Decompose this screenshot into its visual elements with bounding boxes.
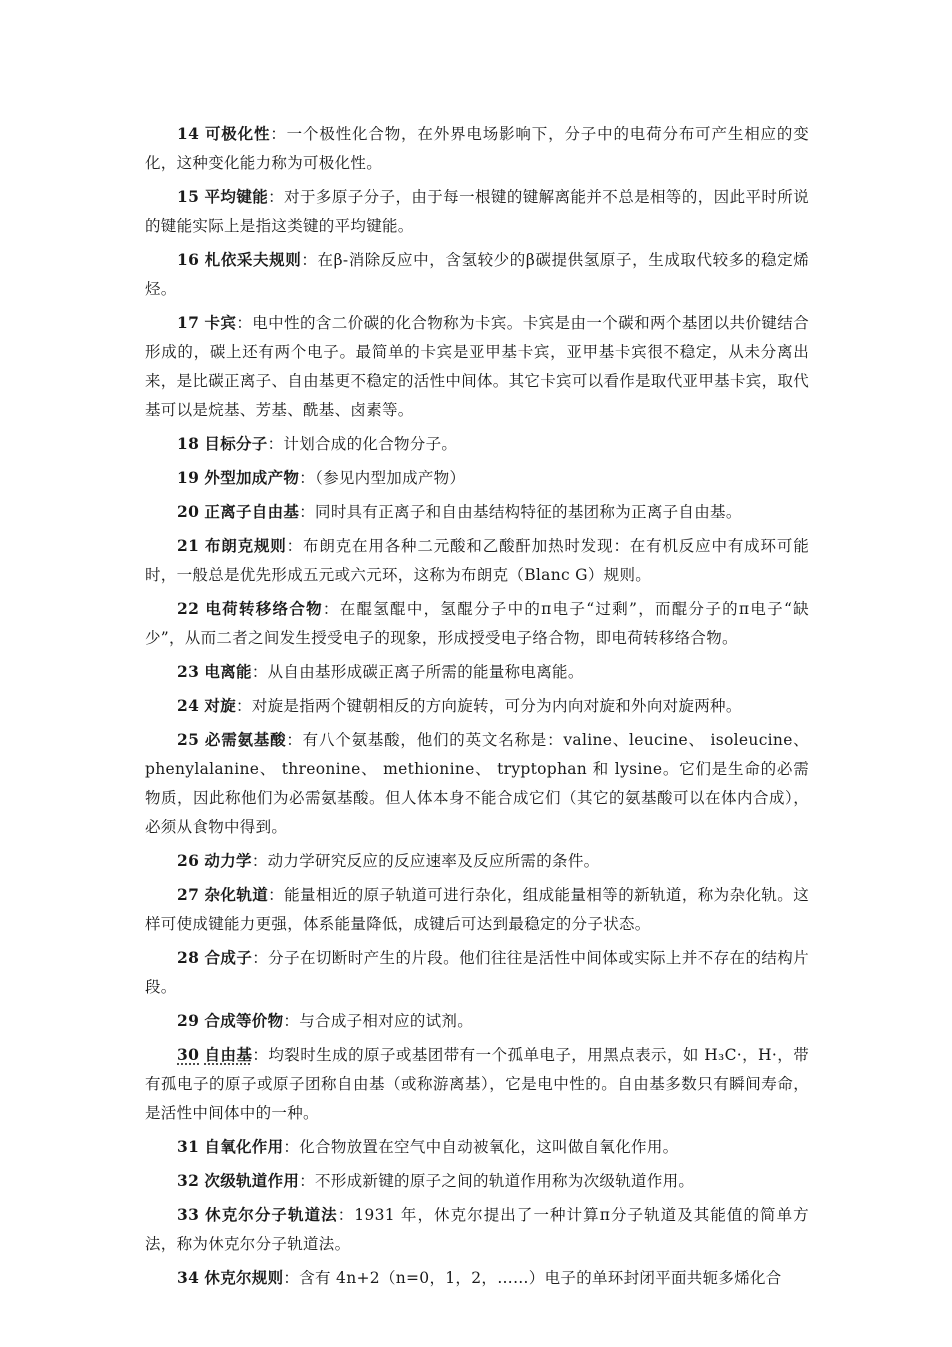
entry-text: ：在β-消除反应中，含氢较少的β碳提供氢原子，生成取代较多的稳定烯烃。 [145,251,809,298]
entry-number: 29 [177,1011,200,1030]
entry-number: 24 [177,696,200,715]
entry-term: 电荷转移络合物 [205,600,323,618]
entry-term: 合成子 [204,949,253,967]
entry-number: 20 [177,502,200,521]
entry-32 [145,1166,809,1196]
entry-term: 可极化性 [204,125,271,143]
entry-term: 必需氨基酸 [204,731,287,749]
entry-term: 次级轨道作用 [204,1172,300,1190]
entry-31 [145,1132,809,1162]
entry-18 [145,429,809,459]
entry-term: 休克尔规则 [204,1269,284,1287]
entry-24 [145,691,809,721]
entry-25 [145,725,809,842]
entry-text: ：（参见内型加成产物） [299,469,466,487]
entry-28 [145,943,809,1002]
entry-term: 电离能 [204,663,252,681]
entry-text: ：化合物放置在空气中自动被氧化，这叫做自氧化作用。 [283,1138,679,1156]
entry-23 [145,657,809,687]
entry-text: ：含有 4n+2（n=0，1，2，……）电子的单环封闭平面共轭多烯化合 [283,1269,782,1287]
entry-text: ：分子在切断时产生的片段。他们往往是活性中间体或实际上并不存在的结构片段。 [145,949,809,996]
entry-term: 动力学 [204,852,252,870]
entry-number: 31 [177,1137,200,1156]
entry-text: ：动力学研究反应的反应速率及反应所需的条件。 [251,852,600,870]
entry-term: 休克尔分子轨道法 [205,1206,338,1224]
entry-number: 34 [177,1268,200,1287]
entry-text: ：在醌氢醌中，氢醌分子中的π电子“过剩”，而醌分子的π电子“缺少”，从而二者之间发生授受电子的现象，形成授受电子络合物，即电荷转移络合物。 [145,600,809,647]
entry-number: 32 [177,1171,200,1190]
entry-text: ：同时具有正离子和自由基结构特征的基团称为正离子自由基。 [299,503,742,521]
entry-number: 21 [177,536,200,555]
entry-term: 外型加成产物 [204,469,300,487]
entry-number: 17 [177,313,200,332]
entry-term: 杂化轨道 [204,886,269,904]
entry-term: 札依采夫规则 [204,251,302,269]
entry-term: 卡宾 [204,314,237,332]
entry-30 [145,1040,809,1128]
entry-number: 23 [177,662,200,681]
entry-term: 自由基 [204,1046,253,1064]
entry-29 [145,1006,809,1036]
entry-number: 33 [177,1205,200,1224]
entry-text: ：电中性的含二价碳的化合物称为卡宾。卡宾是由一个碳和两个基团以共价键结合形成的，碳上还有两个电子。最简单的卡宾是亚甲基卡宾，亚甲基卡宾很不稳定，从未分离出来，是比碳正离子、自由基更不稳定的活性中间体。其它卡宾可以看作是取代亚甲基卡宾，取代基可以是烷基、芳基、酰基、卤素等。 [145,314,809,419]
entry-17 [145,308,809,425]
entry-text: ：从自由基形成碳正离子所需的能量称电离能。 [251,663,584,681]
entry-26 [145,846,809,876]
entry-term: 平均键能 [204,188,269,206]
entry-text: ：与合成子相对应的试剂。 [283,1012,474,1030]
entry-text: ：对于多原子分子，由于每一根键的键解离能并不总是相等的，因此平时所说的键能实际上是指这类键的平均键能。 [145,188,810,235]
entry-term: 对旋 [204,697,237,715]
entry-number: 15 [177,187,200,206]
entry-number: 19 [177,468,200,487]
entry-term: 合成等价物 [204,1012,284,1030]
entry-number: 25 [177,730,200,749]
entry-number: 30 [177,1045,200,1064]
entry-term: 自氧化作用 [204,1138,284,1156]
entry-term: 布朗克规则 [204,537,287,555]
entry-16 [145,245,809,304]
entry-text: ：有八个氨基酸，他们的英文名称是：valine、leucine、 isoleucine、phenylalanine、 threonine、 methionine、 tryptophan 和 lysine。它们是生命的必需物质，因此称他们为必需氨基酸。但人体本身不能合成它们（其它的氨基酸可以在体内合成），必须从食物中得到。 [145,731,809,836]
entry-number: 14 [177,124,200,143]
entry-text: ：1931 年，休克尔提出了一种计算π分子轨道及其能值的简单方法，称为休克尔分子轨道法。 [145,1206,809,1253]
entry-number: 18 [177,434,200,453]
entry-text: ：计划合成的化合物分子。 [267,435,458,453]
entry-33 [145,1200,809,1259]
entry-19 [145,463,809,493]
entry-22 [145,594,809,653]
entry-20 [145,497,809,527]
entry-34 [145,1263,809,1293]
entry-21 [145,531,809,590]
entry-27 [145,880,809,939]
entry-number: 28 [177,948,200,967]
entry-text: ：对旋是指两个键朝相反的方向旋转，可分为内向对旋和外向对旋两种。 [236,697,742,715]
entry-number: 26 [177,851,200,870]
entry-15 [145,182,809,241]
entry-text: ：不形成新键的原子之间的轨道作用称为次级轨道作用。 [299,1172,695,1190]
entry-number: 22 [177,599,200,618]
entry-text: ：一个极性化合物，在外界电场影响下，分子中的电荷分布可产生相应的变化，这种变化能力称为可极化性。 [145,125,810,172]
entry-text: ：均裂时生成的原子或基团带有一个孤单电子，用黑点表示，如 H₃C·，H·，带有孤电子的原子或原子团称自由基（或称游离基），它是电中性的。自由基多数只有瞬间寿命，是活性中间体中的一种。 [145,1046,809,1122]
entry-number: 16 [177,250,200,269]
entry-term: 目标分子 [204,435,268,453]
entry-14 [145,119,809,178]
entry-number: 27 [177,885,200,904]
entry-text: ：布朗克在用各种二元酸和乙酸酐加热时发现：在有机反应中有成环可能时，一般总是优先形成五元或六元环，这称为布朗克（Blanc G）规则。 [145,537,809,584]
entry-text: ：能量相近的原子轨道可进行杂化，组成能量相等的新轨道，称为杂化轨。这样可使成键能力更强，体系能量降低，成键后可达到最稳定的分子状态。 [145,886,810,933]
entry-term: 正离子自由基 [204,503,300,521]
